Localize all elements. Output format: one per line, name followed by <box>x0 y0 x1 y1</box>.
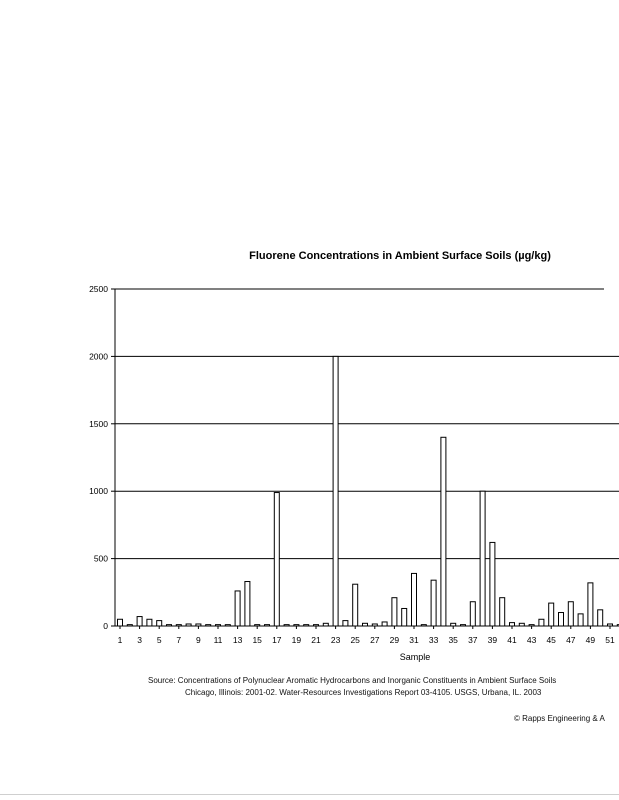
bar-sample-33 <box>431 580 436 626</box>
y-tick-label: 1000 <box>89 486 108 497</box>
bar-sample-31 <box>412 573 417 626</box>
bar-sample-40 <box>500 598 505 626</box>
x-tick-label: 51 <box>605 635 615 645</box>
x-tick-label: 3 <box>137 635 142 645</box>
chart-title: Fluorene Concentrations in Ambient Surface Soils (µg/kg) <box>249 250 551 262</box>
x-tick-label: 45 <box>546 635 556 645</box>
x-tick-label: 11 <box>213 635 223 645</box>
bar-sample-1 <box>118 619 123 626</box>
x-tick-label: 7 <box>176 635 182 645</box>
x-tick-label: 21 <box>311 635 321 645</box>
x-tick-label: 31 <box>409 635 419 645</box>
x-tick-label: 9 <box>196 635 201 645</box>
bar-sample-28 <box>382 622 387 626</box>
x-tick-label: 13 <box>232 635 243 645</box>
y-tick-label: 2000 <box>89 351 108 362</box>
x-axis-ticks <box>118 626 615 645</box>
bar-sample-37 <box>470 602 475 626</box>
bar-sample-30 <box>402 608 407 626</box>
x-tick-label: 43 <box>526 635 537 645</box>
bar-sample-29 <box>392 598 397 626</box>
x-tick-label: 29 <box>389 635 400 645</box>
y-tick-label: 500 <box>93 553 108 564</box>
x-tick-label: 41 <box>507 635 517 645</box>
x-tick-label: 37 <box>468 635 478 645</box>
x-tick-label: 1 <box>117 635 123 645</box>
x-tick-label: 27 <box>370 635 380 645</box>
bar-sample-50 <box>598 610 603 626</box>
bar-sample-41 <box>510 623 515 626</box>
y-axis-ticks <box>89 284 108 631</box>
x-tick-label: 25 <box>350 635 360 645</box>
page-bottom-rule <box>0 794 619 795</box>
y-tick-label: 0 <box>103 621 108 631</box>
x-tick-label: 5 <box>156 635 162 645</box>
bar-sample-3 <box>137 617 142 626</box>
bar-sample-4 <box>147 619 152 626</box>
source-line-1: Source: Concentrations of Polynuclear Aromatic Hydrocarbons and Inorganic Constituents in Ambient Surface Soils <box>148 676 557 685</box>
x-tick-label: 47 <box>566 635 576 645</box>
x-tick-label: 33 <box>428 635 439 645</box>
y-tick-label: 2500 <box>89 284 108 294</box>
bar-sample-13 <box>235 591 240 626</box>
bar-sample-14 <box>245 582 250 626</box>
x-tick-label: 35 <box>448 635 458 645</box>
bar-sample-24 <box>343 621 348 626</box>
y-tick-label: 1500 <box>89 418 108 429</box>
x-tick-label: 19 <box>291 635 302 645</box>
bar-sample-25 <box>353 584 358 626</box>
bar-sample-47 <box>568 602 573 626</box>
bar-sample-38 <box>480 491 485 626</box>
x-tick-label: 17 <box>272 635 282 645</box>
bar-sample-49 <box>588 583 593 626</box>
x-tick-label: 49 <box>585 635 596 645</box>
copyright-note: © Rapps Engineering & A <box>514 714 605 723</box>
bar-sample-5 <box>157 621 162 626</box>
x-axis-label: Sample <box>399 652 431 662</box>
gridlines <box>111 289 619 626</box>
x-tick-label: 15 <box>252 635 262 645</box>
source-line-2: Chicago, Illinois: 2001-02. Water-Resources Investigations Report 03-4105. USGS, Urbana, IL. 2003 <box>185 688 542 697</box>
bar-sample-23 <box>333 356 338 626</box>
x-tick-label: 23 <box>330 635 341 645</box>
bar-sample-39 <box>490 542 495 626</box>
bar-sample-45 <box>549 603 554 626</box>
bar-sample-34 <box>441 437 446 626</box>
bar-sample-17 <box>274 493 279 626</box>
bar-sample-48 <box>578 614 583 626</box>
x-tick-label: 39 <box>487 635 498 645</box>
bar-sample-46 <box>559 613 564 626</box>
bar-sample-44 <box>539 619 544 626</box>
